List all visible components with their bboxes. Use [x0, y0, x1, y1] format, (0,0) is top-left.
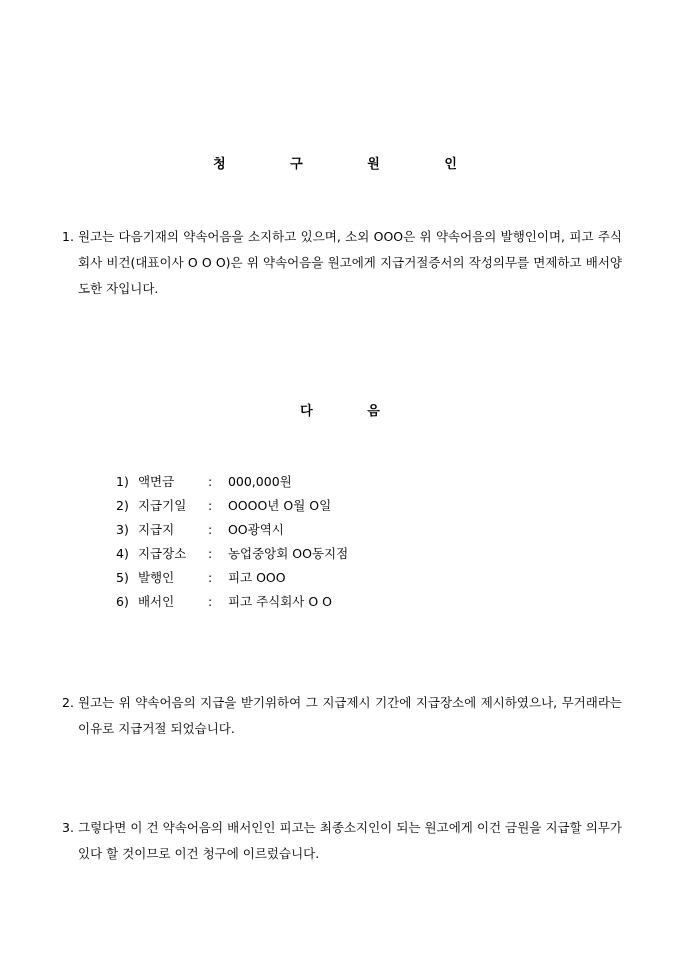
detail-row [116, 566, 348, 590]
details-heading: 다 음 [300, 404, 380, 419]
details-list [116, 470, 348, 614]
detail-row [116, 518, 348, 542]
document-heading: 청 구 원 인 [213, 157, 487, 172]
detail-value: 피고 주식회사 O O [227, 594, 333, 609]
detail-row [116, 542, 348, 566]
detail-row [116, 470, 348, 494]
detail-colon: : [207, 570, 213, 585]
paragraph-text: 그렇다면 이 건 약속어음의 배서인인 피고는 최종소지인이 되는 원고에게 이건 금원을 지급할 의무가 있다 할 것이므로 이건 청구에 이르렀습니다. [78, 820, 622, 861]
detail-colon: : [207, 594, 213, 609]
detail-colon: : [207, 474, 213, 489]
detail-label: 발행인 [137, 570, 175, 585]
detail-label: 배서인 [137, 594, 175, 609]
detail-number: 6) [116, 594, 129, 609]
detail-number: 4) [116, 546, 129, 561]
detail-colon: : [207, 498, 213, 513]
paragraph-text: 원고는 위 약속어음의 지급을 받기위하여 그 지급제시 기간에 지급장소에 제시하였으나, 무거래라는 이유로 지급거절 되었습니다. [78, 695, 622, 736]
paragraph-1 [62, 224, 622, 302]
detail-label: 지급장소 [137, 546, 187, 561]
detail-value: OOOO년 O월 O일 [227, 498, 332, 513]
detail-number: 3) [116, 522, 129, 537]
detail-value: 000,000원 [227, 474, 292, 489]
detail-row [116, 494, 348, 518]
detail-number: 1) [116, 474, 129, 489]
detail-row [116, 590, 348, 614]
paragraph-number: 1. [62, 229, 74, 244]
detail-value: 피고 OOO [227, 570, 286, 585]
paragraph-3 [62, 815, 622, 867]
detail-label: 지급지 [137, 522, 175, 537]
paragraph-text: 원고는 다음기재의 약속어음을 소지하고 있으며, 소외 OOO은 위 약속어음의 발행인이며, 피고 주식회사 비건(대표이사 O O O)은 위 약속어음을 원고에게 지급거절증서의 작성의무를 면제하고 배서양도한 자입니다. [78, 229, 622, 296]
paragraph-number: 2. [62, 695, 74, 710]
detail-colon: : [207, 546, 213, 561]
detail-number: 5) [116, 570, 129, 585]
detail-label: 지급기일 [137, 498, 187, 513]
paragraph-2 [62, 690, 622, 742]
detail-value: OO광역시 [227, 522, 284, 537]
detail-colon: : [207, 522, 213, 537]
detail-number: 2) [116, 498, 129, 513]
detail-value: 농업중앙회 OO동지점 [227, 546, 349, 561]
paragraph-number: 3. [62, 820, 74, 835]
detail-label: 액면금 [137, 474, 175, 489]
